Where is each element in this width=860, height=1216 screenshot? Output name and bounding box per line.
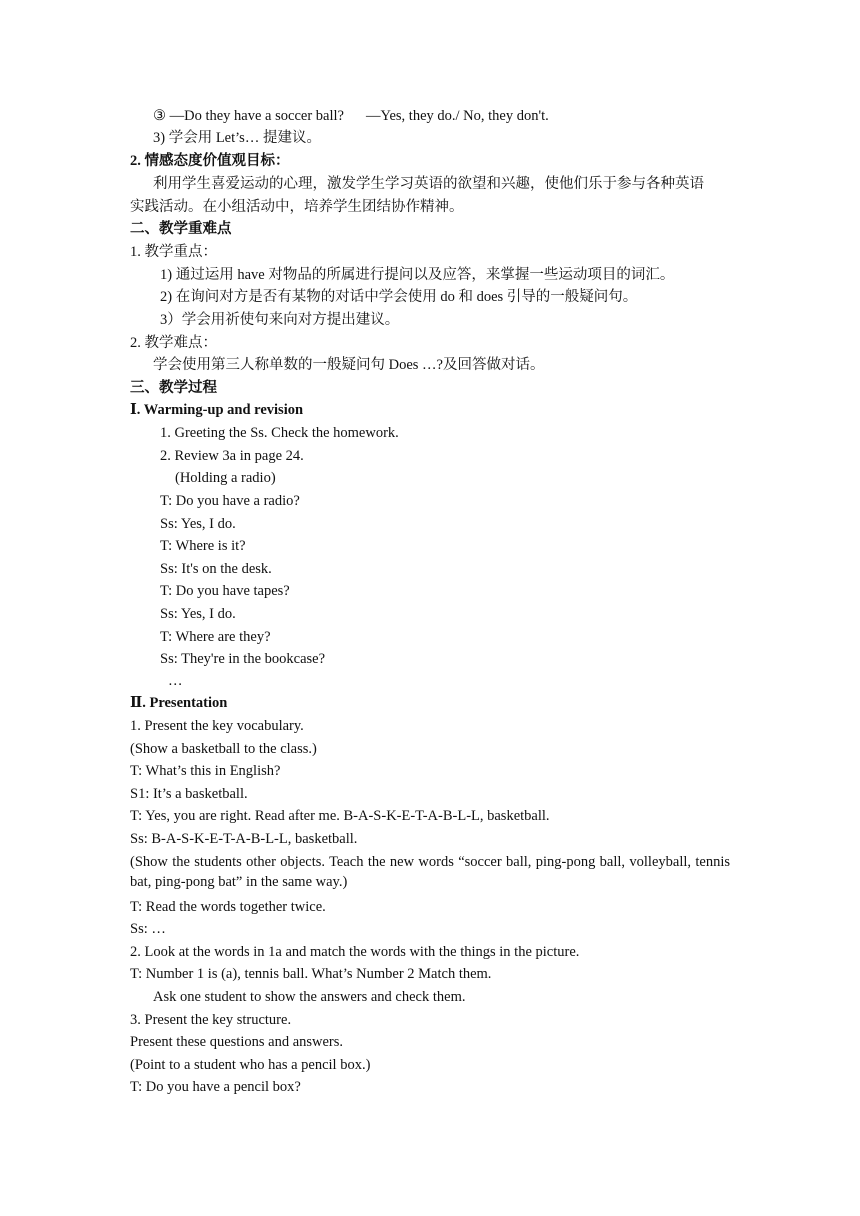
- step-line: 3. Present the key structure.: [130, 1012, 292, 1028]
- difficulty-item: 学会使用第三人称单数的一般疑问句 Does …?及回答做对话。: [153, 357, 545, 373]
- dialogue-line: T: Do you have tapes?: [160, 583, 290, 599]
- step-line: 2. Review 3a in page 24.: [160, 448, 304, 464]
- key-point-item-2: 2) 在询问对方是否有某物的对话中学会使用 do 和 does 引导的一般疑问句。: [160, 289, 638, 305]
- dialogue-line: T: Do you have a pencil box?: [130, 1079, 301, 1095]
- dialogue-line: Ss: It's on the desk.: [160, 561, 272, 577]
- key-point-item-3: 3）学会用祈使句来向对方提出建议。: [160, 312, 400, 328]
- dialogue-line: Ss: Yes, I do.: [160, 606, 236, 622]
- section-heading-process: 三、教学过程: [130, 380, 217, 396]
- step-line: 1. Present the key vocabulary.: [130, 718, 304, 734]
- dialogue-line: T: Where are they?: [160, 629, 271, 645]
- stage-direction: (Holding a radio): [175, 470, 276, 486]
- dialogue-line: S1: It’s a basketball.: [130, 786, 248, 802]
- step-line: 1. Greeting the Ss. Check the homework.: [160, 425, 399, 441]
- dialogue-line: T: Yes, you are right. Read after me. B-A-S-K-E-T-A-B-L-L, basketball.: [130, 808, 550, 824]
- dialogue-line: T: What’s this in English?: [130, 763, 281, 779]
- answer-text: —Yes, they do./ No, they don't.: [365, 108, 549, 124]
- question-text: ③ —Do they have a soccer ball?: [153, 108, 344, 124]
- step-heading-presentation: Ⅱ. Presentation: [130, 695, 228, 711]
- step-line: 2. Look at the words in 1a and match the words with the things in the picture.: [130, 944, 580, 960]
- dialogue-line: T: Read the words together twice.: [130, 899, 326, 915]
- dialogue-line: Ss: …: [130, 921, 166, 937]
- instruction-line: Present these questions and answers.: [130, 1034, 344, 1050]
- section-heading-key-points: 二、教学重难点: [130, 221, 232, 237]
- paragraph-line: 利用学生喜爱运动的心理，激发学生学习英语的欲望和兴趣，使他们乐于参与各种英语: [153, 176, 704, 192]
- objective-item-3: 3) 学会用 Let’s… 提建议。: [153, 130, 321, 146]
- ellipsis: …: [168, 673, 183, 689]
- dialogue-line: T: Number 1 is (a), tennis ball. What’s Number 2 Match them.: [130, 966, 492, 982]
- dialogue-line: T: Do you have a radio?: [160, 493, 300, 509]
- dialogue-line: Ss: They're in the bookcase?: [160, 651, 326, 667]
- dialogue-line: Ss: B-A-S-K-E-T-A-B-L-L, basketball.: [130, 831, 358, 847]
- objective-example-3: [153, 106, 549, 126]
- dialogue-line: Ss: Yes, I do.: [160, 516, 236, 532]
- instruction-line: Ask one student to show the answers and check them.: [153, 989, 466, 1005]
- section-heading-emotional-goals: 2. 情感态度价值观目标：: [130, 153, 290, 169]
- dialogue-line: T: Where is it?: [160, 538, 246, 554]
- subheading-key-points: 1. 教学重点：: [130, 244, 217, 260]
- subheading-difficulties: 2. 教学难点：: [130, 335, 217, 351]
- paragraph-line: 实践活动。在小组活动中，培养学生团结协作精神。: [130, 199, 464, 215]
- stage-direction-paragraph: (Show the students other objects. Teach the new words “soccer ball, ping-pong ball, volleyball, tennis bat, ping-pong bat” in the same way.): [130, 854, 730, 890]
- step-heading-warming-up: Ⅰ. Warming-up and revision: [130, 402, 304, 418]
- stage-direction: (Show a basketball to the class.): [130, 741, 317, 757]
- key-point-item-1: 1) 通过运用 have 对物品的所属进行提问以及应答，来掌握一些运动项目的词汇。: [160, 267, 675, 283]
- stage-direction: (Point to a student who has a pencil box.): [130, 1057, 371, 1073]
